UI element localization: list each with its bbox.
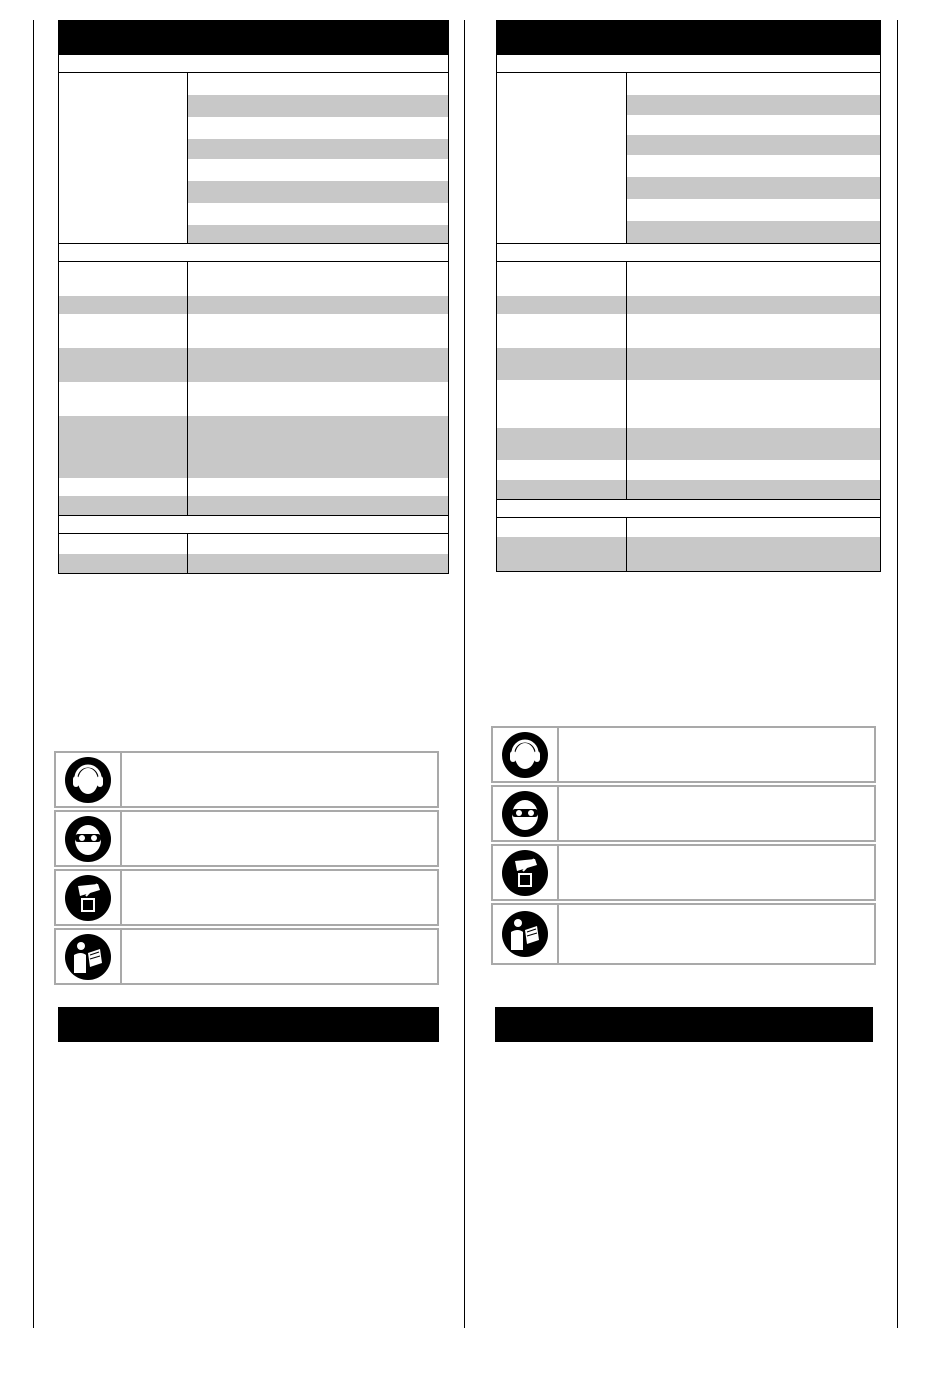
table-row	[59, 382, 448, 416]
spec-section-header	[497, 54, 880, 73]
table-row	[497, 428, 880, 460]
center-divider-rule	[464, 20, 465, 1328]
spec-group-label-cell	[497, 73, 627, 243]
spec-section-header	[59, 243, 448, 262]
section-heading-bar-left	[58, 1007, 439, 1042]
right-margin-rule	[897, 20, 898, 1328]
spec-section-header	[59, 515, 448, 534]
table-row	[497, 518, 880, 537]
table-row	[627, 95, 880, 115]
read-manual-icon	[56, 930, 122, 983]
table-row	[59, 416, 448, 478]
table-row	[59, 296, 448, 314]
spec-table-header-bar	[59, 20, 448, 54]
ear-protection-icon	[56, 753, 122, 806]
table-row	[188, 181, 448, 203]
table-row	[188, 139, 448, 159]
spec-group-label-cell	[59, 73, 188, 243]
table-row	[497, 480, 880, 499]
table-row	[627, 115, 880, 135]
table-row	[188, 117, 448, 139]
safety-row-ear-protection	[491, 726, 876, 783]
safety-row-face-shield	[54, 869, 439, 926]
table-row	[59, 534, 448, 554]
table-row	[497, 296, 880, 314]
section-heading-bar-right	[495, 1007, 873, 1042]
safety-row-read-manual	[491, 903, 876, 965]
table-row	[497, 537, 880, 571]
table-row	[497, 348, 880, 380]
table-row	[59, 478, 448, 496]
table-row	[59, 496, 448, 515]
table-row	[59, 554, 448, 573]
table-row	[188, 225, 448, 243]
spec-table-left	[58, 20, 449, 574]
table-row	[627, 135, 880, 155]
table-row	[497, 380, 880, 428]
eye-protection-icon	[56, 812, 122, 865]
table-row	[188, 203, 448, 225]
table-row	[59, 314, 448, 348]
table-row	[627, 199, 880, 221]
table-row	[59, 348, 448, 382]
safety-row-face-shield	[491, 844, 876, 901]
safety-row-ear-protection	[54, 751, 439, 808]
spec-section-header	[497, 243, 880, 262]
safety-row-eye-protection	[491, 785, 876, 842]
ear-protection-icon	[493, 728, 559, 781]
table-row	[497, 460, 880, 480]
table-row	[627, 155, 880, 177]
eye-protection-icon	[493, 787, 559, 840]
table-row	[627, 177, 880, 199]
spec-group-1	[59, 73, 448, 243]
table-row	[627, 221, 880, 243]
safety-row-eye-protection	[54, 810, 439, 867]
face-shield-icon	[56, 871, 122, 924]
table-row	[627, 73, 880, 95]
face-shield-icon	[493, 846, 559, 899]
read-manual-icon	[493, 905, 559, 963]
spec-group-values	[188, 73, 448, 243]
table-row	[188, 95, 448, 117]
spec-table-header-bar	[497, 20, 880, 54]
spec-group-values	[627, 73, 880, 243]
left-margin-rule	[33, 20, 34, 1328]
table-row	[188, 73, 448, 95]
spec-section-header	[59, 54, 448, 73]
spec-section-header	[497, 499, 880, 518]
safety-row-read-manual	[54, 928, 439, 985]
spec-table-right	[496, 20, 881, 572]
table-row	[497, 262, 880, 296]
table-row	[497, 314, 880, 348]
table-row	[188, 159, 448, 181]
spec-group-1	[497, 73, 880, 243]
table-row	[59, 262, 448, 296]
